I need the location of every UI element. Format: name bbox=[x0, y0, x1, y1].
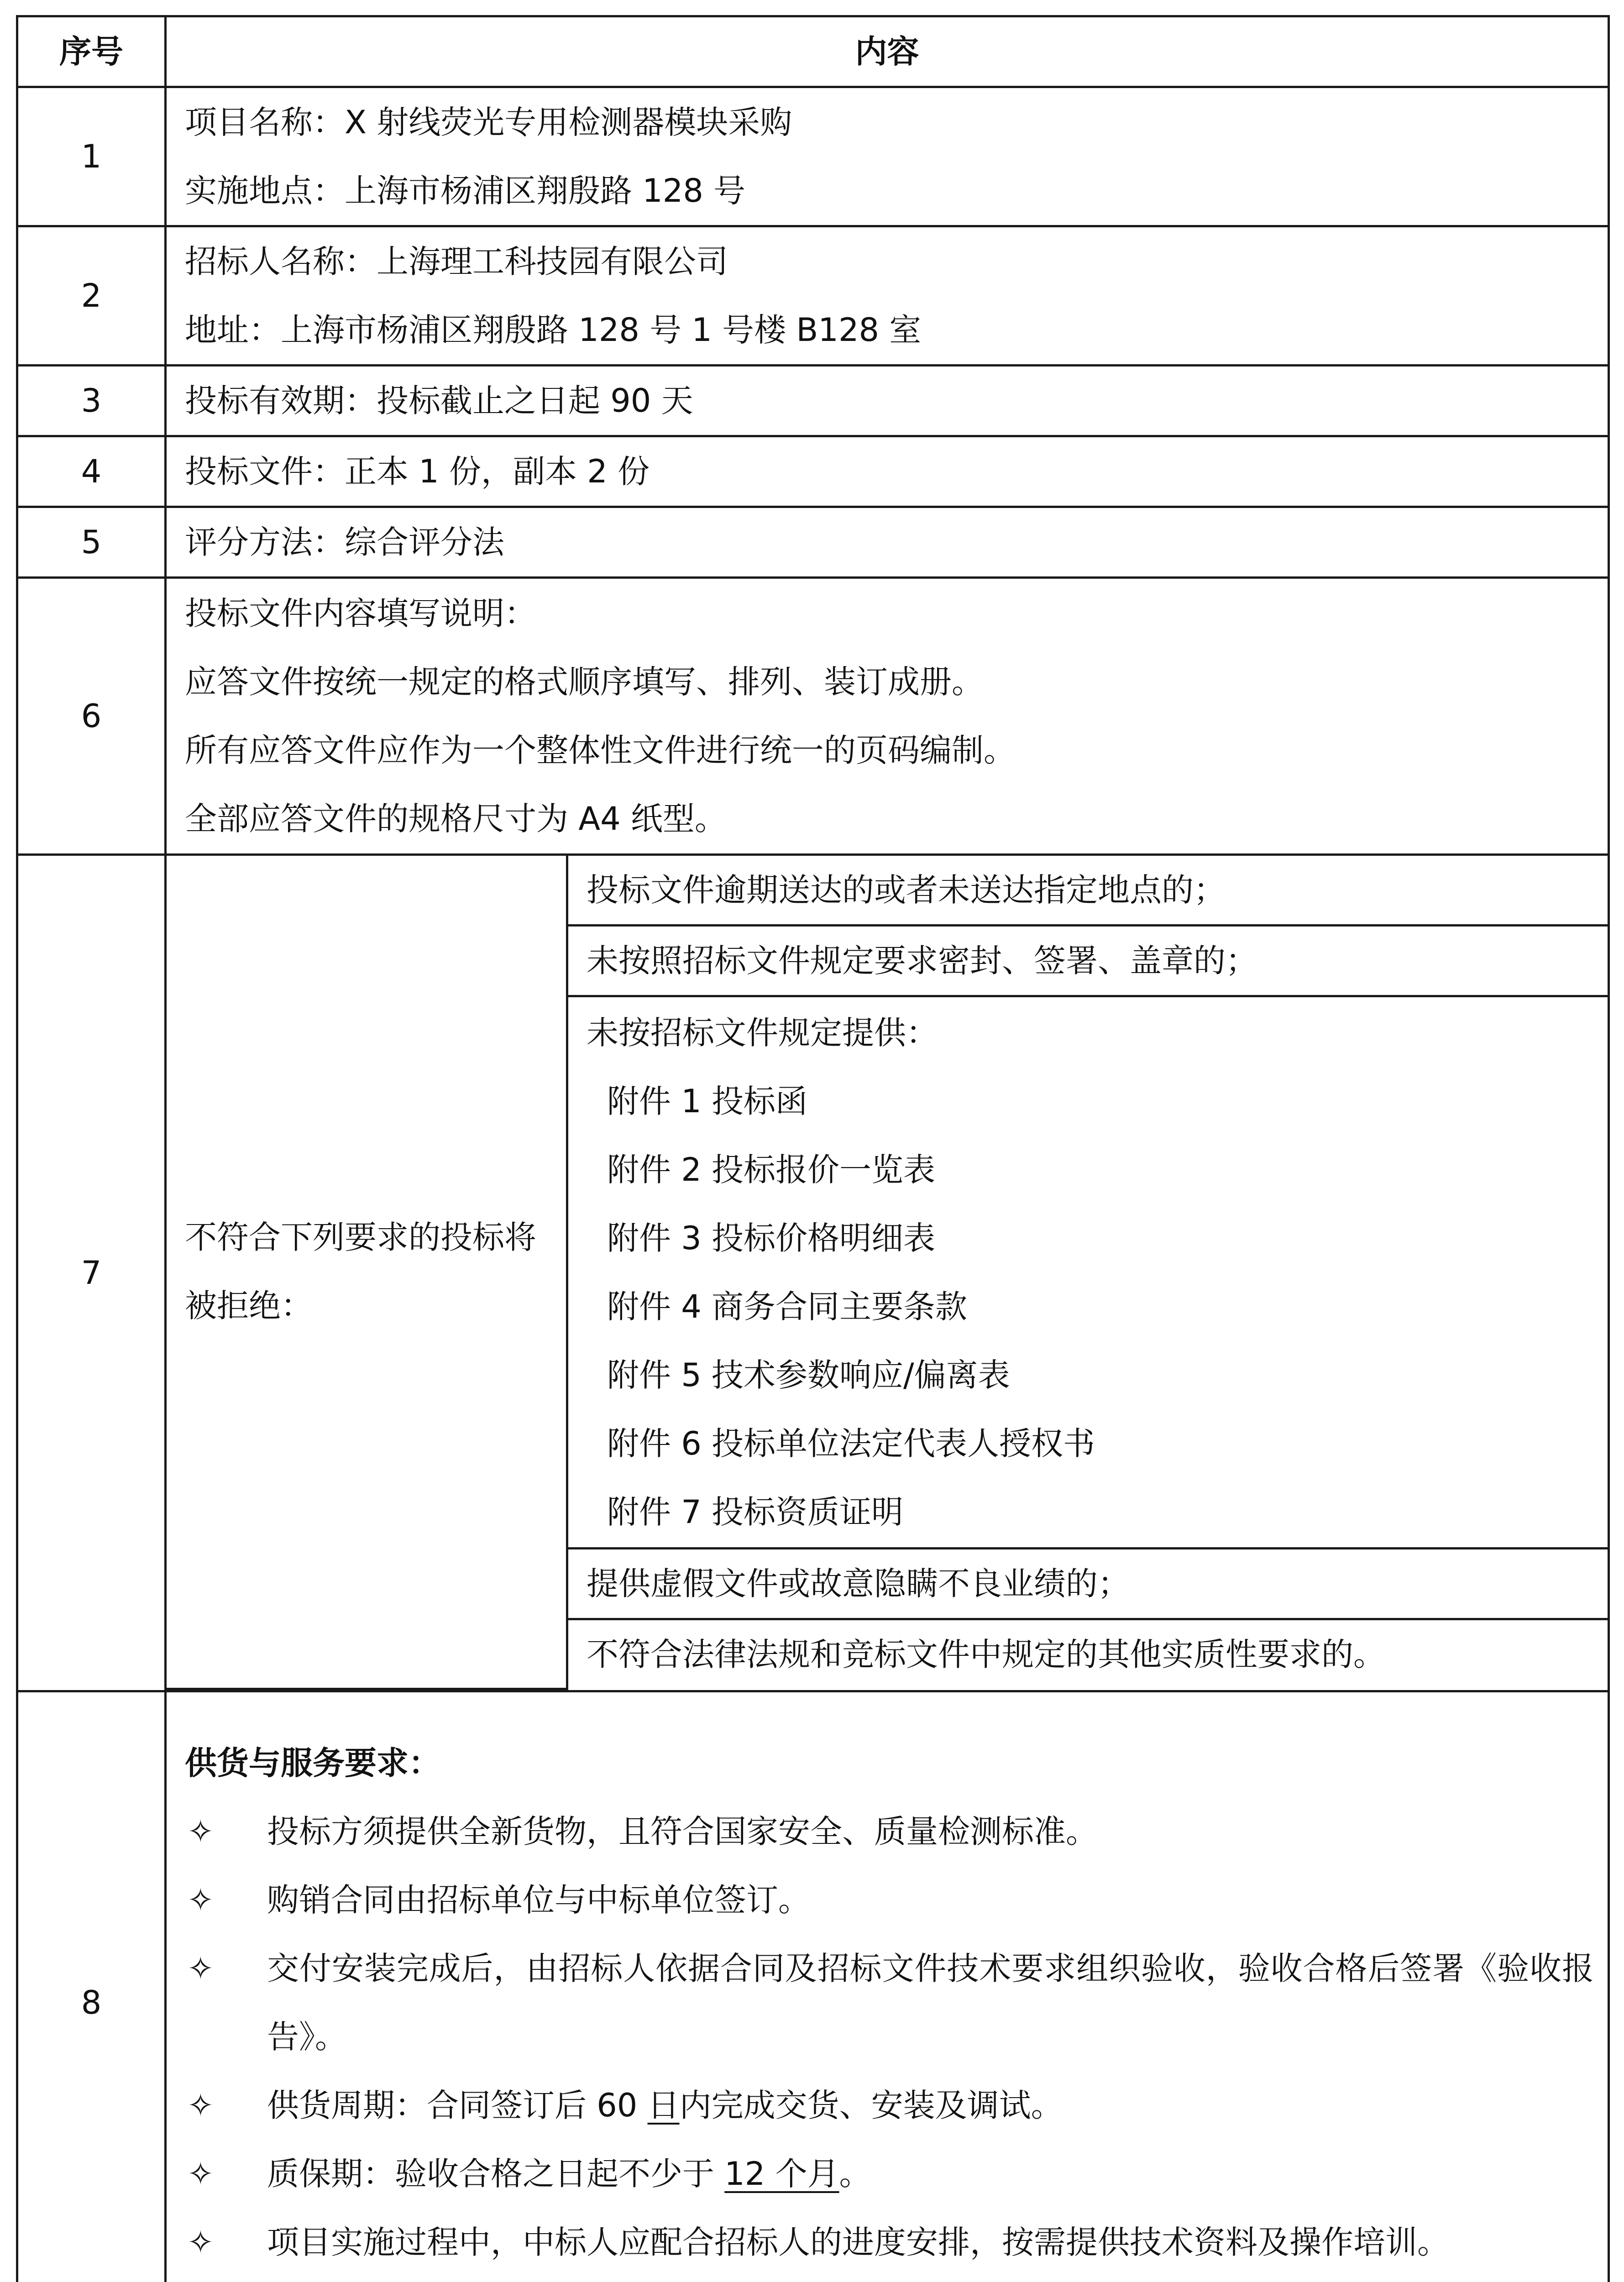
requirement-text: 交付安装完成后，由招标人依据合同及招标文件技术要求组织验收，验收合格后签署《验收报告》。 bbox=[267, 1949, 1594, 2056]
row-content bbox=[166, 578, 1609, 855]
row-content bbox=[166, 366, 1609, 436]
attachment-item: 附件 3 投标价格明细表 bbox=[607, 1219, 936, 1257]
requirement-text: 投标方须提供全新货物，且符合国家安全、质量检测标准。 bbox=[267, 1812, 1098, 1850]
supply-service-title: 供货与服务要求： bbox=[185, 1744, 440, 1782]
rejection-lead-text: 不符合下列要求的投标将被拒绝： bbox=[167, 856, 567, 1689]
table-row bbox=[17, 1691, 1609, 2282]
sparkle-bullet-icon: ✧ bbox=[187, 1881, 214, 1919]
scoring-method: 评分方法：综合评分法 bbox=[185, 523, 504, 561]
list-item bbox=[185, 2071, 1594, 2140]
row-number: 6 bbox=[17, 578, 166, 855]
row-number: 2 bbox=[17, 226, 166, 366]
requirement-text: 项目实施过程中，中标人应配合招标人的进度安排，按需提供技术资料及操作培训。 bbox=[267, 2223, 1449, 2261]
row-content bbox=[166, 507, 1609, 578]
header-content: 内容 bbox=[166, 16, 1609, 87]
sparkle-bullet-icon: ✧ bbox=[187, 2086, 214, 2124]
tenderer-name: 招标人名称：上海理工科技园有限公司 bbox=[185, 243, 728, 280]
rejection-item-attachments bbox=[567, 996, 1608, 1549]
warranty-suffix: 。 bbox=[839, 2155, 871, 2193]
table-header-row bbox=[17, 16, 1609, 87]
attachment-item: 附件 4 商务合同主要条款 bbox=[607, 1288, 968, 1325]
row-number: 8 bbox=[17, 1691, 166, 2282]
row-number: 4 bbox=[17, 436, 166, 507]
table-row bbox=[17, 578, 1609, 855]
requirement-text bbox=[267, 2071, 1594, 2140]
warranty-prefix: 质保期：验收合格之日起不少于 bbox=[267, 2155, 725, 2193]
row-number: 3 bbox=[17, 366, 166, 436]
attachment-item: 附件 2 投标报价一览表 bbox=[607, 1151, 936, 1188]
header-no: 序号 bbox=[17, 16, 166, 87]
row-number: 1 bbox=[17, 87, 166, 226]
row-content bbox=[166, 226, 1609, 366]
instructions-title: 投标文件内容填写说明： bbox=[185, 595, 536, 632]
sparkle-bullet-icon: ✧ bbox=[187, 1812, 214, 1850]
rejection-item: 不符合法律法规和竞标文件中规定的其他实质性要求的。 bbox=[567, 1619, 1608, 1689]
rejection-item: 未按照招标文件规定要求密封、签署、盖章的； bbox=[567, 926, 1608, 996]
list-item bbox=[185, 1797, 1594, 1866]
rejection-item: 投标文件逾期送达的或者未送达指定地点的； bbox=[567, 856, 1608, 926]
tenderer-address: 地址：上海市杨浦区翔殷路 128 号 1 号楼 B128 室 bbox=[185, 311, 922, 349]
instruction-line: 应答文件按统一规定的格式顺序填写、排列、装订成册。 bbox=[185, 663, 984, 701]
rejection-conditions-table bbox=[167, 856, 1608, 1690]
sparkle-bullet-icon: ✧ bbox=[187, 1949, 214, 1987]
bid-validity: 投标有效期：投标截止之日起 90 天 bbox=[185, 382, 693, 419]
project-location: 实施地点：上海市杨浦区翔殷路 128 号 bbox=[185, 172, 746, 209]
delivery-period-suffix: 内完成交货、安装及调试。 bbox=[679, 2086, 1063, 2124]
attachment-item: 附件 5 技术参数响应/偏离表 bbox=[607, 1356, 1010, 1394]
row-content bbox=[166, 436, 1609, 507]
warranty-duration: 12 个月 bbox=[724, 2155, 839, 2193]
attachments-intro: 未按招标文件规定提供： bbox=[587, 1014, 938, 1052]
table-row bbox=[17, 366, 1609, 436]
list-item bbox=[185, 1866, 1594, 1934]
instruction-line: 所有应答文件应作为一个整体性文件进行统一的页码编制。 bbox=[185, 732, 1016, 769]
sparkle-bullet-icon: ✧ bbox=[187, 2223, 214, 2261]
delivery-period-unit: 日 bbox=[647, 2086, 680, 2124]
project-name: 项目名称：X 射线荧光专用检测器模块采购 bbox=[185, 104, 792, 141]
table-row bbox=[17, 855, 1609, 1691]
rejection-conditions-cell bbox=[166, 855, 1609, 1691]
table-row bbox=[17, 226, 1609, 366]
table-row bbox=[17, 436, 1609, 507]
attachment-item: 附件 7 投标资质证明 bbox=[607, 1493, 904, 1531]
bid-requirements-table bbox=[16, 15, 1610, 2282]
list-item bbox=[185, 1934, 1594, 2071]
row-number: 5 bbox=[17, 507, 166, 578]
delivery-period-prefix: 供货周期：合同签订后 60 bbox=[267, 2086, 648, 2124]
instruction-line: 全部应答文件的规格尺寸为 A4 纸型。 bbox=[185, 800, 727, 837]
sparkle-bullet-icon: ✧ bbox=[187, 2155, 214, 2193]
row-number: 7 bbox=[17, 855, 166, 1691]
bid-documents-copies: 投标文件：正本 1 份，副本 2 份 bbox=[185, 453, 650, 490]
list-item bbox=[185, 2140, 1594, 2208]
attachment-item: 附件 6 投标单位法定代表人授权书 bbox=[607, 1424, 1095, 1462]
row-content bbox=[166, 87, 1609, 226]
rejection-item: 提供虚假文件或故意隐瞒不良业绩的； bbox=[567, 1549, 1608, 1619]
list-item bbox=[185, 2208, 1594, 2277]
table-row bbox=[17, 507, 1609, 578]
table-row bbox=[17, 87, 1609, 226]
requirement-text bbox=[267, 2140, 1594, 2208]
row-content bbox=[166, 1691, 1609, 2282]
attachment-item: 附件 1 投标函 bbox=[607, 1082, 808, 1120]
requirement-text: 购销合同由招标单位与中标单位签订。 bbox=[267, 1881, 810, 1919]
